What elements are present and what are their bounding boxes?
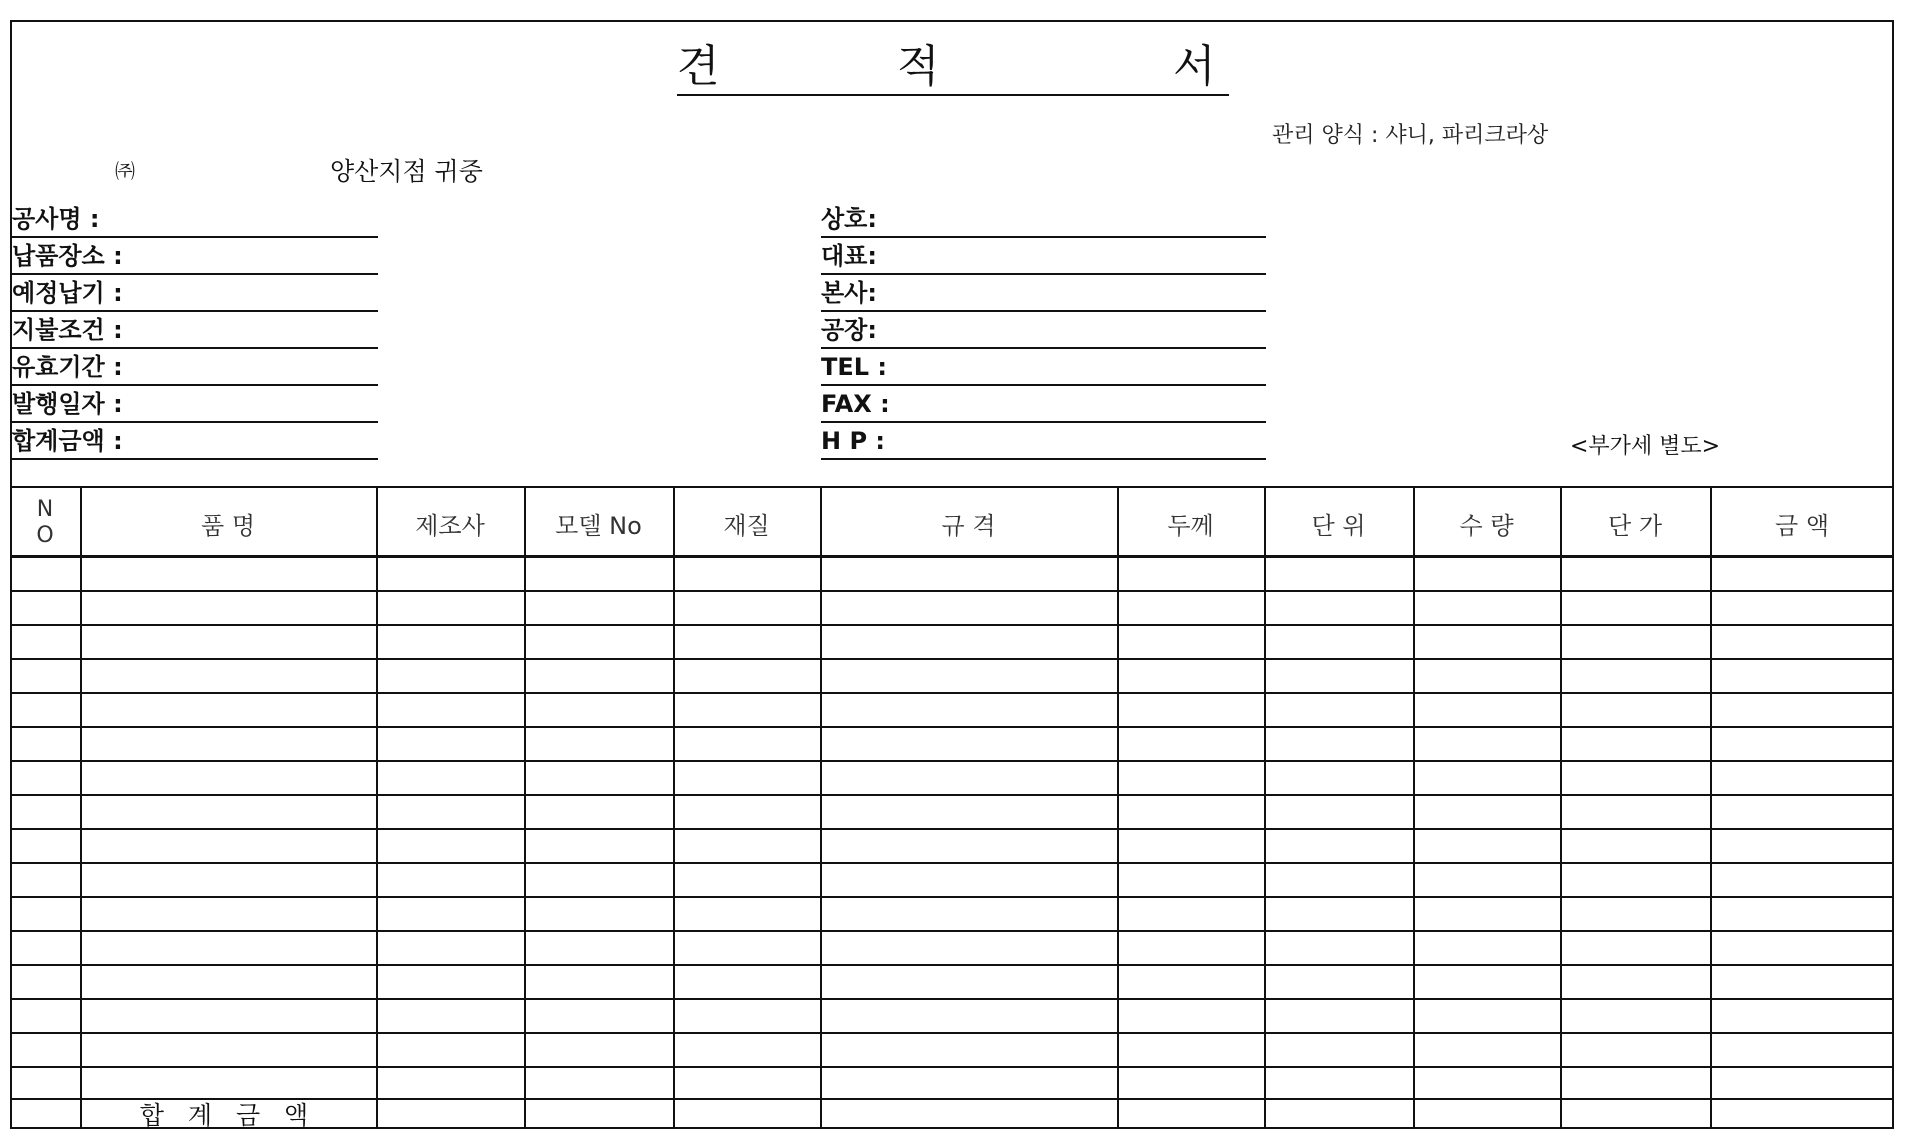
title-char-3: 서 xyxy=(1173,41,1216,92)
row-line xyxy=(10,998,1894,1000)
representative-field[interactable]: 대표: xyxy=(821,239,1266,275)
factory-field[interactable]: 공장: xyxy=(821,313,1266,349)
header-no-letter-o: O xyxy=(36,523,54,548)
header-model-no: 모델 No xyxy=(555,511,642,540)
project-name-field[interactable]: 공사명 : xyxy=(12,202,378,238)
header-no-letter-n: N xyxy=(36,497,54,522)
total-row-label: 합 계 금 액 xyxy=(139,1101,317,1130)
fax-field[interactable]: FAX : xyxy=(821,387,1266,423)
header-item-name: 품 명 xyxy=(201,511,255,540)
row-line xyxy=(10,1032,1894,1034)
header-unit-price: 단 가 xyxy=(1608,511,1662,540)
row-line xyxy=(10,930,1894,932)
business-name-field[interactable]: 상호: xyxy=(821,202,1266,238)
telephone-field[interactable]: TEL : xyxy=(821,350,1266,386)
header-material: 재질 xyxy=(723,511,770,540)
header-specification: 규 격 xyxy=(941,511,996,540)
row-line xyxy=(10,862,1894,864)
payment-terms-field[interactable]: 지불조건 : xyxy=(12,313,378,349)
management-form-note: 관리 양식 : 샤니, 파리크라상 xyxy=(1272,123,1549,148)
table-top-border xyxy=(10,486,1894,488)
row-line xyxy=(10,964,1894,966)
mobile-field[interactable]: H P : xyxy=(821,424,1266,460)
total-amount-field[interactable]: 합계금액 : xyxy=(12,424,378,460)
header-no xyxy=(10,492,80,554)
table-header-bottom-border xyxy=(10,555,1894,558)
row-line xyxy=(10,590,1894,592)
quotation-form-border xyxy=(10,20,1894,1129)
row-line xyxy=(10,760,1894,762)
vat-excluded-note: <부가세 별도> xyxy=(1570,434,1721,459)
header-manufacturer: 제조사 xyxy=(415,511,485,540)
row-line xyxy=(10,1066,1894,1068)
planned-delivery-field[interactable]: 예정납기 : xyxy=(12,276,378,312)
row-line xyxy=(10,896,1894,898)
head-office-field[interactable]: 본사: xyxy=(821,276,1266,312)
row-line xyxy=(10,692,1894,694)
issue-date-field[interactable]: 발행일자 : xyxy=(12,387,378,423)
header-amount: 금 액 xyxy=(1775,511,1829,540)
title-char-1: 견 xyxy=(677,41,720,92)
delivery-location-field[interactable]: 납품장소 : xyxy=(12,239,378,275)
recipient-branch: 양산지점 귀중 xyxy=(330,157,483,186)
title-char-2: 적 xyxy=(897,41,940,92)
document-title xyxy=(677,41,1229,96)
row-line xyxy=(10,624,1894,626)
row-line xyxy=(10,658,1894,660)
row-line xyxy=(10,828,1894,830)
row-line xyxy=(10,794,1894,796)
header-quantity: 수 량 xyxy=(1459,511,1514,540)
header-thickness: 두께 xyxy=(1167,511,1214,540)
row-line xyxy=(10,726,1894,728)
company-prefix: ㈜ xyxy=(115,159,135,183)
header-unit: 단 위 xyxy=(1311,511,1366,540)
valid-period-field[interactable]: 유효기간 : xyxy=(12,350,378,386)
